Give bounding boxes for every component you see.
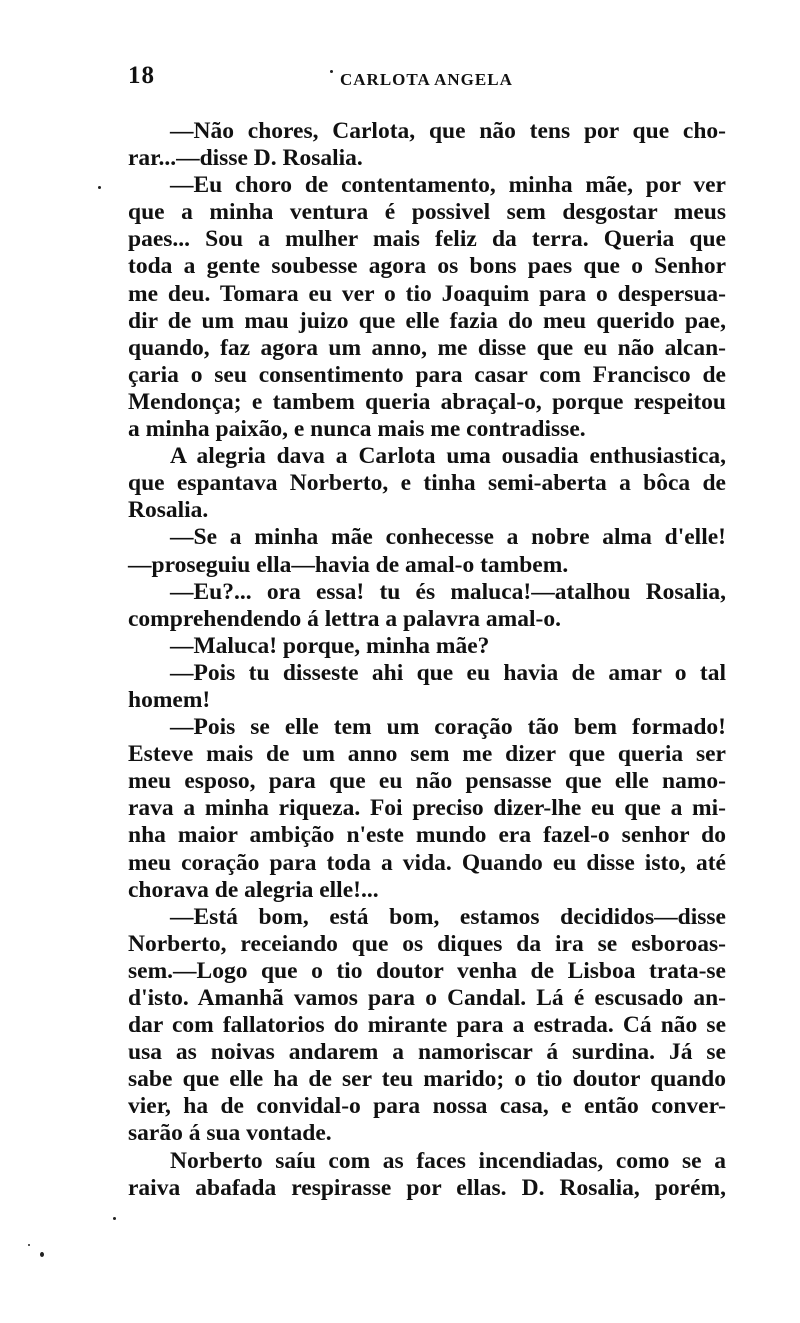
text-line: Mendonça; e tambem queria abraçal-o, porque respeitou <box>128 388 726 415</box>
text-line: Esteve mais de um anno sem me dizer que queria ser <box>128 741 726 768</box>
text-line: que espantava Norberto, e tinha semi-aberta a bôca de <box>128 470 726 497</box>
text-line: Norberto, receiando que os diques da ira se esboroas- <box>128 930 726 957</box>
body-text <box>128 118 726 1202</box>
text-line: —Maluca! porque, minha mãe? <box>170 632 490 659</box>
text-line: homem! <box>128 686 211 713</box>
text-line: çaria o seu consentimento para casar com Francisco de <box>128 361 726 388</box>
text-line: comprehendendo á lettra a palavra amal-o. <box>128 605 561 632</box>
text-line: paes... Sou a mulher mais feliz da terra. Queria que <box>128 226 726 253</box>
text-line: vier, ha de convidal-o para nossa casa, e então conver- <box>128 1093 726 1120</box>
text-line: —proseguiu ella—havia de amal-o tambem. <box>128 551 569 578</box>
text-line: meu coração para toda a vida. Quando eu disse isto, até <box>128 849 726 876</box>
text-line: Rosalia. <box>128 497 209 524</box>
text-line: a minha paixão, e nunca mais me contradisse. <box>128 416 586 443</box>
text-line: chorava de alegria elle!... <box>128 876 379 903</box>
text-line: Norberto saíu com as faces incendiadas, como se a <box>170 1147 726 1174</box>
text-line: —Eu choro de contentamento, minha mãe, por ver <box>170 172 726 199</box>
text-line: nha maior ambição n'este mundo era fazel-o senhor do <box>128 822 726 849</box>
text-line: —Pois tu disseste ahi que eu havia de amar o tal <box>170 659 726 686</box>
text-line: d'isto. Amanhã vamos para o Candal. Lá é escusado an- <box>128 985 726 1011</box>
text-line: usa as noivas andarem a namoriscar á surdina. Já se <box>128 1039 726 1066</box>
text-line: que a minha ventura é possivel sem desgostar meus <box>128 199 726 226</box>
text-line: —Está bom, está bom, estamos decididos—disse <box>170 903 726 930</box>
text-line: sem.—Logo que o tio doutor venha de Lisboa trata-se <box>128 957 726 984</box>
text-line: sabe que elle ha de ser teu marido; o tio doutor quando <box>128 1066 726 1093</box>
text-line: raiva abafada respirasse por ellas. D. Rosalia, porém, <box>128 1174 726 1201</box>
scan-speck <box>28 1244 30 1246</box>
text-line: A alegria dava a Carlota uma ousadia enthusiastica, <box>170 443 726 470</box>
text-line: —Pois se elle tem um coração tão bem formado! <box>170 714 726 741</box>
scan-speck <box>113 1217 116 1220</box>
text-line: me deu. Tomara eu ver o tio Joaquim para o despersua- <box>128 280 726 307</box>
page-number: 18 <box>128 62 155 89</box>
scan-speck <box>330 70 333 73</box>
text-line: —Se a minha mãe conhecesse a nobre alma d'elle! <box>170 524 726 551</box>
text-line: —Eu?... ora essa! tu és maluca!—atalhou Rosalia, <box>170 578 726 605</box>
text-line: sarão á sua vontade. <box>128 1120 332 1147</box>
text-line: dir de um mau juizo que elle fazia do meu querido pae, <box>128 307 726 334</box>
text-line: —Não chores, Carlota, que não tens por que cho- <box>170 118 726 144</box>
running-title: CARLOTA ANGELA <box>340 70 513 89</box>
text-line: meu esposo, para que eu não pensasse que elle namo- <box>128 768 726 795</box>
scan-speck <box>98 186 101 189</box>
text-line: toda a gente soubesse agora os bons paes que o Senhor <box>128 253 726 280</box>
text-line: dar com fallatorios do mirante para a estrada. Cá não se <box>128 1012 726 1039</box>
scan-speck <box>40 1252 44 1257</box>
text-line: rar...—disse D. Rosalia. <box>128 145 363 172</box>
text-line: quando, faz agora um anno, me disse que eu não alcan- <box>128 334 726 361</box>
text-line: rava a minha riqueza. Foi preciso dizer-lhe eu que a mi- <box>128 795 726 822</box>
